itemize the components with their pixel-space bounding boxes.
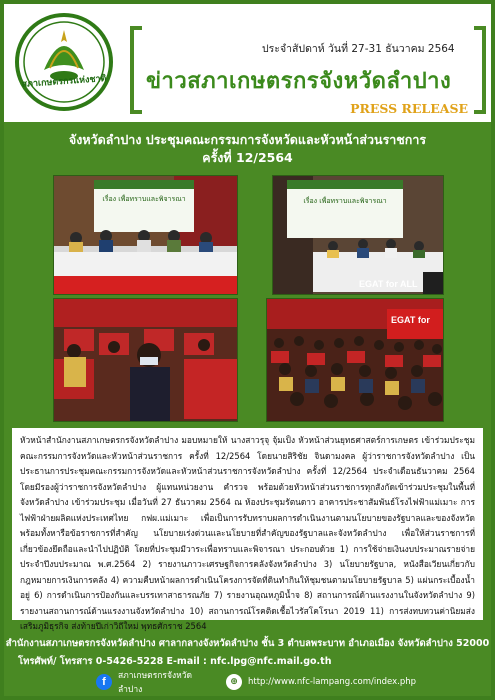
photo-1-banner-text: เรื่อง เพื่อทราบและพิจารณา	[102, 195, 186, 203]
page-frame	[4, 4, 491, 696]
article-text: หัวหน้าสำนักงานสภาเกษตรกรจังหวัดลำปาง มอบหมายให้ นางสาวรุจุ จุ้มเป็ง หัวหน้าส่วนยุทธศาสตร์การเกษตร เข้าร่วมประชุมคณะกรรมการจังหวัดและหัวหน้าส่วนราชการ ครั้งที่ 12/2564 โดยนายสิริชัย จินดามงคล ผู้ว่าราชการจังหวัดลำปาง เป็นประธานการประชุมคณะกรรมการจังหวัดและหัวหน้าส่วนราชการจังหวัดลำปาง ครั้งที่ 12/2564 ประจำเดือนธันวาคม 2564 โดยมีรองผู้ว่าราชการจังหวัดลำปาง ผู้แทนหน่วยงาน คำรวจ พร้อมด้วยหัวหน้าส่วนราชการทุกสังกัดเข้าร่วมประชุมในพื้นที่จังหวัดลำปาง เข้าร่วมประชุม เมื่อวันที่ 27 ธันวาคม 2564 ณ ห้องประชุมรัตนดาว อาคารประชาสัมพันธ์โรงไฟฟ้าแม่เมาะ การไฟฟ้าฝ่ายผลิตแห่งประเทศไทย กฟผ.แม่เมาะ เพื่อเป็นการรับทราบผลการดำเนินงานตามนโยบายของรัฐบาลและของจังหวัด พร้อมทั้งหารือข้อราชการที่สำคัญ นโยบายเร่งด่วนและนโยบายที่สำคัญของรัฐบาลและจังหวัดลำปาง เพื่อให้ส่วนราชการที่เกี่ยวข้องยึดถือและนำไปปฏิบัติ โดยที่ประชุมมีวาระเพื่อทราบและพิจารณา ประกอบด้วย 1) การใช้จ่ายเงินงบประมาณรายจ่ายประจำปีงบประมาณ พ.ศ.2564 2) รายงานภาวะเศรษฐกิจการคลังจังหวัดลำปาง 3) นโยบายรัฐบาล, หนังสือเวียนเกี่ยวกับกฎหมายการเงินการคลัง 4) ความคืบหน้าผลการดำเนินโครงการจัดที่ดินทำกินให้ชุมชนตามนโยบายรัฐบาล 5) แผ่นกระเบื้องน้ำอยู่ 6) การดำเนินการป้องกันและบรรเทาสาธารณภัย 7) รายงานอุณหภูมิน้ำจ 8) สถานการณ์ด้านแรงงานในจังหวัดลำปาง 9) รายงานสถานการณ์ด้านแรงงานจังหวัดลำปาง 10) สถานการณ์โรคติดเชื้อไวรัสโคโรนา 2019 11) การส่งทบทวนค่านิยมส่งเสริมภูมิธุรกิจ ส่งท้ายปีเก่าวิถีใหม่ พุทธศักราช 2564	[20, 435, 475, 631]
photo-2-banner-text: เรื่อง เพื่อทราบและพิจารณา	[303, 197, 387, 205]
website-label: http://www.nfc-lampang.com/index.php	[248, 677, 417, 687]
facebook-icon: f	[96, 674, 112, 690]
masthead-title: ข่าวสภาเกษตรกรจังหวัดลำปาง	[146, 69, 452, 94]
photo-audience-left	[53, 298, 238, 422]
bracket-right	[474, 26, 486, 114]
bracket-left	[130, 26, 142, 114]
issue-date: ประจำสัปดาห์ วันที่ 27-31 ธันวาคม 2564	[262, 43, 455, 55]
facebook-link[interactable]	[96, 671, 216, 695]
footer-contact: โทรศัพท์/ โทรสาร 0-5426-5228 E-mail : nfc.lpg@nfc.mail.go.th	[18, 656, 332, 667]
press-release-label: PRESS RELEASE	[350, 101, 468, 116]
website-link[interactable]	[226, 672, 446, 692]
globe-icon: ⊕	[226, 674, 242, 690]
photo-2-sign: EGAT for ALL	[359, 279, 418, 289]
photo-4-sign: EGAT for	[391, 315, 430, 325]
headline-line-2: ครั้งที่ 12/2564	[202, 150, 293, 165]
facebook-label: สภาเกษตรกรจังหวัดลำปาง	[117, 671, 192, 695]
photo-meeting-panel-right	[272, 175, 444, 295]
headline	[4, 126, 491, 172]
council-logo	[14, 12, 114, 112]
footer-address: สำนักงานสภาเกษตรกรจังหวัดลำปาง ศาลากลางจังหวัดลำปาง ชั้น 3 ตำบลพระบาท อำเภอเมือง จังหวัดลำปาง 52000	[5, 638, 490, 649]
photo-meeting-panel-left	[53, 175, 238, 295]
header	[4, 4, 491, 122]
headline-line-1: จังหวัดลำปาง ประชุมคณะกรรมการจังหวัดและหัวหน้าส่วนราชการ	[68, 132, 427, 147]
photo-audience-right	[266, 298, 444, 422]
logo-text: สภาเกษตรกรแห่งชาติ	[21, 74, 107, 90]
article-body	[12, 428, 483, 631]
